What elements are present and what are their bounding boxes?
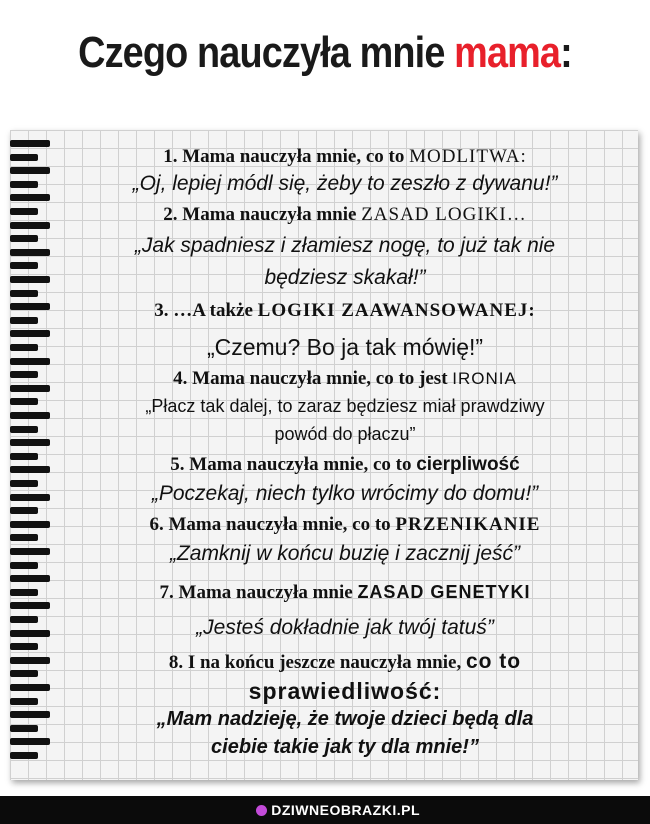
title-suffix: : bbox=[560, 28, 572, 77]
lesson-3-quote: „Czemu? Bo ja tak mówię!” bbox=[206, 334, 484, 360]
spiral-coil bbox=[10, 616, 38, 623]
spiral-coil bbox=[10, 548, 50, 555]
lesson-1-keyword: MODLITWA: bbox=[409, 146, 527, 167]
spiral-coil bbox=[10, 290, 38, 297]
lesson-2-quote-line-2: będziesz skakał!” bbox=[264, 266, 426, 289]
brand-link[interactable] bbox=[256, 802, 420, 818]
spiral-coil bbox=[10, 276, 50, 283]
lesson-1-head-text: 1. Mama nauczyła mnie, co to bbox=[163, 146, 410, 167]
lesson-6-heading bbox=[60, 514, 630, 536]
lesson-8-keyword-2: sprawiedliwość: bbox=[248, 678, 442, 704]
spiral-coil bbox=[10, 670, 38, 677]
spiral-coil bbox=[10, 398, 38, 405]
spiral-coil bbox=[10, 630, 50, 637]
footer-bar bbox=[0, 796, 650, 824]
lesson-4-keyword: IRONIA bbox=[452, 369, 517, 388]
lesson-1-heading bbox=[60, 146, 630, 168]
spiral-coil bbox=[10, 358, 50, 365]
lesson-3-heading bbox=[60, 300, 630, 322]
brand-name: DZIWNEOBRAZKI.PL bbox=[271, 802, 420, 818]
spiral-coil bbox=[10, 385, 50, 392]
lesson-7-head-text: 7. Mama nauczyła mnie bbox=[159, 582, 358, 603]
spiral-coil bbox=[10, 453, 38, 460]
spiral-coil bbox=[10, 643, 38, 650]
spiral-coil bbox=[10, 480, 38, 487]
spiral-coil bbox=[10, 602, 50, 609]
spiral-coil bbox=[10, 589, 38, 596]
lesson-6-quote: „Zamknij w końcu buzię i zacznij jeść” bbox=[169, 542, 521, 565]
spiral-coil bbox=[10, 167, 50, 174]
spiral-coil bbox=[10, 534, 38, 541]
lesson-2-quote-line-1: „Jak spadniesz i złamiesz nogę, to już tak nie bbox=[134, 234, 556, 257]
spiral-coil bbox=[10, 412, 50, 419]
lesson-8-keyword: co to bbox=[465, 650, 522, 673]
spiral-coil bbox=[10, 426, 38, 433]
spiral-coil bbox=[10, 249, 50, 256]
spiral-coil bbox=[10, 698, 38, 705]
lesson-8-head-text: 8. I na końcu jeszcze nauczyła mnie, bbox=[168, 652, 466, 673]
spiral-coil bbox=[10, 154, 38, 161]
spiral-coil bbox=[10, 344, 38, 351]
spiral-coil bbox=[10, 208, 38, 215]
lesson-6-head-text: 6. Mama nauczyła mnie, co to bbox=[149, 514, 396, 535]
lesson-6-keyword: PRZENIKANIE bbox=[395, 514, 541, 535]
lesson-4-quote-line-2: powód do płaczu” bbox=[274, 424, 416, 444]
spiral-coil bbox=[10, 752, 38, 759]
spiral-coil bbox=[10, 494, 50, 501]
lesson-4-heading bbox=[60, 368, 630, 390]
lesson-3-head-text: 3. …A także bbox=[154, 300, 258, 321]
spiral-coil bbox=[10, 303, 50, 310]
page-title bbox=[46, 28, 605, 88]
title-main: Czego nauczyła mnie bbox=[78, 28, 455, 77]
lesson-7-quote: „Jesteś dokładnie jak twój tatuś” bbox=[196, 616, 494, 639]
lesson-1-quote: „Oj, lepiej módl się, żeby to zeszło z dywanu!” bbox=[132, 172, 558, 195]
spiral-coil bbox=[10, 521, 50, 528]
lesson-2-heading bbox=[60, 204, 630, 226]
spiral-coil bbox=[10, 575, 50, 582]
lesson-4-quote-line-1: „Płacz tak dalej, to zaraz będziesz miał prawdziwy bbox=[145, 396, 545, 416]
lesson-7-keyword: ZASAD GENETYKI bbox=[357, 582, 531, 602]
spiral-coil bbox=[10, 317, 38, 324]
lesson-2-keyword: ZASAD LOGIKI… bbox=[361, 204, 527, 225]
spiral-coil bbox=[10, 466, 50, 473]
spiral-coil bbox=[10, 738, 50, 745]
spiral-coil bbox=[10, 725, 38, 732]
spiral-coil bbox=[10, 439, 50, 446]
spiral-coil bbox=[10, 194, 50, 201]
spiral-binding bbox=[10, 140, 52, 770]
spiral-coil bbox=[10, 371, 38, 378]
spiral-coil bbox=[10, 140, 50, 147]
lesson-4-head-text: 4. Mama nauczyła mnie, co to jest bbox=[173, 368, 453, 389]
spiral-coil bbox=[10, 262, 38, 269]
lesson-8-quote-line-1: „Mam nadzieję, że twoje dzieci będą dla bbox=[156, 708, 534, 730]
spiral-coil bbox=[10, 330, 50, 337]
spiral-coil bbox=[10, 181, 38, 188]
title-accent: mama bbox=[454, 28, 561, 77]
lesson-5-head-text: 5. Mama nauczyła mnie, co to bbox=[170, 454, 417, 475]
spiral-coil bbox=[10, 507, 38, 514]
lesson-8-heading bbox=[60, 650, 630, 674]
spiral-coil bbox=[10, 235, 38, 242]
lesson-5-keyword: cierpliwość bbox=[416, 454, 520, 475]
lesson-3-keyword: LOGIKI ZAAWANSOWANEJ: bbox=[257, 300, 536, 321]
lesson-5-heading bbox=[60, 454, 630, 476]
spiral-coil bbox=[10, 684, 50, 691]
spiral-coil bbox=[10, 711, 50, 718]
spiral-coil bbox=[10, 657, 50, 664]
lesson-5-quote: „Poczekaj, niech tylko wrócimy do domu!” bbox=[151, 482, 539, 505]
brand-logo-icon bbox=[256, 805, 267, 816]
lesson-8-quote-line-2: ciebie takie jak ty dla mnie!” bbox=[211, 736, 479, 758]
spiral-coil bbox=[10, 222, 50, 229]
lesson-7-heading bbox=[60, 582, 630, 604]
lesson-2-head-text: 2. Mama nauczyła mnie bbox=[163, 204, 362, 225]
spiral-coil bbox=[10, 562, 38, 569]
